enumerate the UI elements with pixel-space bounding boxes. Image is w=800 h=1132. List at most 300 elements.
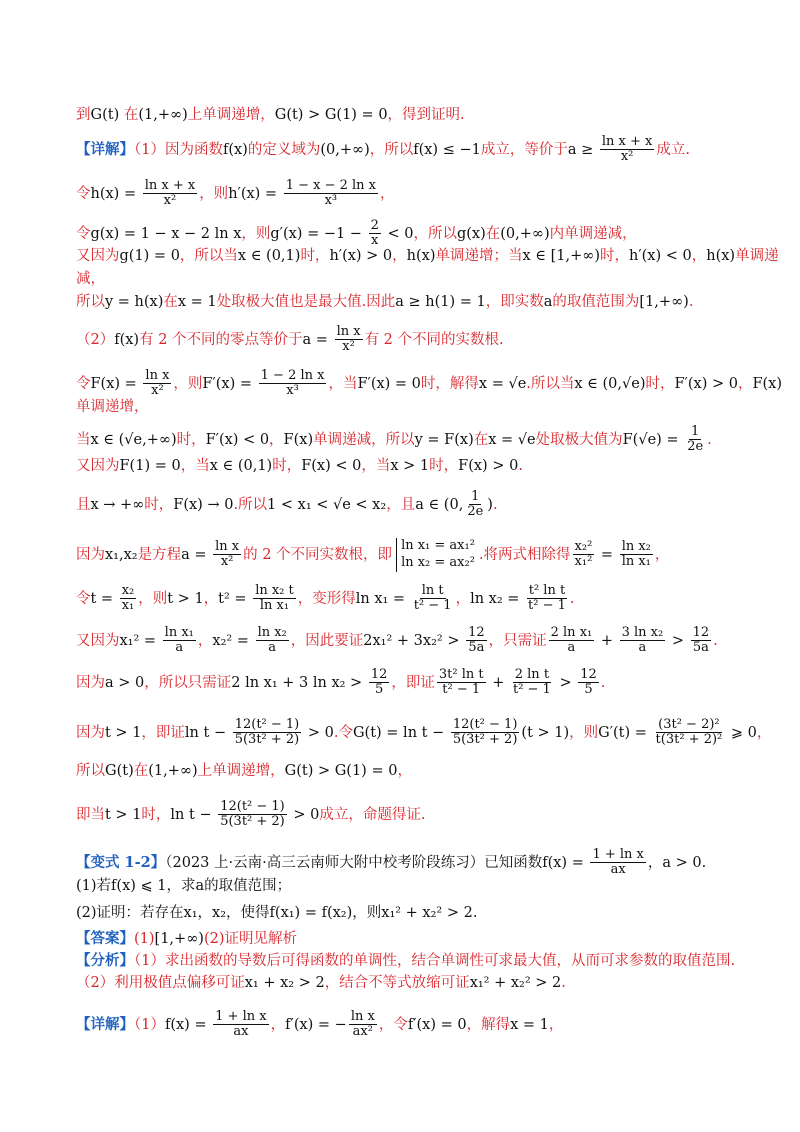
section-label: (2)证明：若存在 — [76, 905, 184, 921]
text-run: ， — [269, 431, 284, 448]
text-run: ，只需证 — [488, 632, 547, 649]
text-run: 令 — [76, 590, 91, 607]
fraction-denominator: ax² — [352, 1024, 373, 1040]
fraction-numerator: 1 − x − 2 ln x — [285, 178, 377, 193]
fraction — [259, 369, 327, 399]
fraction-denominator: t² − 1 — [512, 682, 551, 698]
section-label: 2 ln x₁ + 3 ln x₂ > — [231, 674, 367, 691]
section-label: t > 1 — [105, 724, 142, 741]
section-label: G′(t) = — [598, 724, 652, 741]
text-line — [76, 875, 740, 897]
text-run: ，结合不等式放缩可证 — [324, 975, 470, 991]
section-label: ln x₂ = — [470, 590, 525, 607]
section-label: a — [195, 878, 205, 894]
fraction-denominator: x² — [342, 339, 355, 355]
fraction-denominator: ax — [610, 862, 626, 878]
section-label: a — [543, 294, 553, 310]
fraction-numerator: (3t² − 2)² — [658, 717, 720, 732]
text-line — [76, 800, 740, 830]
text-run: . — [569, 590, 575, 607]
section-label: > 0 — [288, 806, 320, 823]
text-line — [76, 179, 740, 209]
text-run: ，则 — [569, 724, 599, 741]
fraction-numerator: 12 — [692, 625, 710, 640]
fraction-numerator: 2 ln x₁ — [550, 625, 593, 640]
text-line — [76, 291, 740, 313]
fraction-numerator: ln x₂ — [257, 625, 287, 640]
fraction — [451, 718, 520, 748]
section-label: < 0 — [382, 225, 414, 242]
text-run: ，即实数 — [485, 294, 544, 310]
fraction-numerator: ln x + x — [601, 134, 653, 149]
fraction-denominator: a — [268, 640, 277, 656]
section-label: x > 1 — [390, 458, 430, 474]
fraction — [437, 668, 486, 698]
section-label: (1,+∞) — [148, 763, 198, 779]
section-label: ) — [487, 496, 493, 513]
section-label: F(√e) = — [622, 431, 684, 448]
fraction-denominator: 5a — [692, 640, 709, 656]
text-run: 又因为 — [76, 458, 120, 474]
text-line — [76, 626, 740, 656]
text-run: 内单调递减， — [549, 225, 637, 242]
text-run: .所以 — [233, 496, 268, 513]
section-label: x ∈ (0,√e) — [574, 375, 646, 392]
text-run: （1）求出函数的导数后可得函数的单调性，结合单调性可求最大值，从而可求参数的取值范围. — [134, 953, 736, 969]
text-run: (2)证明见解析 — [203, 931, 297, 947]
fraction — [590, 848, 645, 878]
fraction-numerator: 2 — [370, 218, 379, 233]
text-line — [76, 368, 782, 399]
section-label: F(x) — [752, 375, 782, 392]
fraction — [465, 490, 485, 520]
text-run: ， — [691, 248, 707, 264]
section-label: G(t) > G(1) = 0 — [284, 763, 398, 779]
fraction — [163, 626, 196, 656]
text-run: 是方程 — [137, 546, 182, 563]
text-run: 在 — [485, 225, 501, 242]
fraction-numerator: 3 ln x₂ — [621, 625, 664, 640]
text-line — [76, 584, 740, 614]
fraction-numerator: ln x₁ — [164, 625, 194, 640]
section-label: > — [667, 632, 689, 649]
section-label: f(x) ⩽ 1 — [111, 878, 167, 894]
section-label: x₁² + x₂² > 2 — [469, 975, 562, 991]
text-run: 因为 — [76, 546, 105, 563]
section-label: f(x) = — [164, 1016, 212, 1033]
text-run: ， — [203, 590, 219, 607]
text-run: ， — [392, 248, 407, 264]
text-run: 当 — [76, 431, 91, 448]
text-run: 单调递增；当 — [435, 248, 523, 264]
section-label: F(x) → 0 — [173, 496, 234, 513]
section-label: x ∈ [1,+∞) — [522, 248, 601, 264]
fraction — [218, 800, 287, 830]
section-label: ， — [197, 905, 213, 921]
text-run: .将两式相除得 — [478, 546, 571, 563]
fraction-numerator: x₂ — [121, 583, 135, 598]
text-run: 在 — [163, 294, 178, 310]
fraction-denominator: ln x₁ — [621, 554, 651, 570]
text-run: ， — [197, 632, 213, 649]
section-label: F(x) > 0 — [458, 458, 519, 474]
section-label: 【答案】 — [76, 930, 134, 947]
text-run: ，得到证明. — [387, 107, 465, 123]
text-run: 在 — [133, 763, 149, 779]
section-label: ，求 — [166, 878, 196, 894]
text-run: ，令 — [378, 1016, 408, 1033]
section-label: x ∈ (√e,+∞) — [90, 431, 177, 448]
section-label: F′(x) < 0 — [205, 431, 270, 448]
fraction-numerator: 12 — [468, 625, 485, 640]
section-label: x ∈ (0,1) — [237, 248, 301, 264]
text-run: ，当 — [180, 458, 210, 474]
text-line — [76, 717, 772, 748]
section-label: = — [596, 546, 618, 563]
fraction-denominator: a — [638, 640, 647, 656]
text-line — [76, 538, 740, 572]
text-run: ， — [397, 763, 412, 779]
section-label: 2x₁² + 3x₂² > — [363, 632, 465, 649]
text-run: ， — [654, 546, 670, 563]
text-run: （2） — [76, 331, 115, 348]
section-label: x = √e — [488, 431, 536, 448]
fraction-numerator: 2 ln t — [514, 667, 550, 682]
fraction-denominator: x² — [220, 554, 234, 570]
text-run: 所以 — [76, 763, 105, 779]
text-run: ，当 — [361, 458, 391, 474]
text-run: 在 — [473, 431, 489, 448]
section-label: f(x) — [222, 141, 248, 158]
text-run: （1）因为函数 — [134, 141, 223, 158]
section-label: 0, — [449, 496, 464, 513]
text-run: ，所以只需证 — [144, 674, 232, 691]
text-run: . — [561, 975, 566, 991]
text-line — [76, 396, 740, 418]
fraction — [654, 718, 725, 748]
section-label: x₁² + x₂² > 2 — [381, 905, 473, 921]
fraction-numerator: ln x₂ t — [255, 583, 294, 598]
fraction — [620, 626, 666, 656]
section-label: t² = — [218, 590, 252, 607]
text-run: 因为 — [76, 674, 105, 691]
fraction-denominator: x³ — [286, 383, 299, 399]
fraction-numerator: t² ln t — [528, 583, 566, 598]
section-label: ， — [647, 854, 663, 871]
fraction-denominator: x² — [151, 383, 164, 399]
fraction-denominator: 5(3t² + 2) — [220, 814, 285, 830]
text-run: ，解得 — [466, 1016, 511, 1033]
text-run: ，变形得 — [297, 590, 356, 607]
text-line — [76, 902, 740, 924]
section-label: . — [472, 905, 478, 921]
fraction-numerator: 1 + ln x — [592, 847, 644, 862]
fraction-denominator: 5(3t² + 2) — [234, 732, 300, 748]
section-label: x₁,x₂ — [105, 546, 138, 563]
section-label: (0,+∞) — [500, 225, 550, 242]
fraction-denominator: x₁ — [121, 598, 135, 614]
text-run: 时， — [144, 496, 174, 513]
fraction-numerator: ln x₂ — [621, 539, 651, 555]
fraction-numerator: ln x — [145, 368, 170, 383]
text-line — [76, 848, 740, 878]
section-label: ⩾ 0 — [726, 724, 757, 741]
section-label: x = 1 — [177, 294, 217, 310]
fraction — [213, 540, 241, 570]
section-label: G(t) = ln t − — [352, 724, 449, 741]
section-label: x₁² = — [119, 632, 161, 649]
text-line — [76, 760, 740, 782]
section-label: > — [554, 674, 577, 691]
text-line — [76, 490, 740, 520]
text-run: 又因为 — [76, 248, 120, 264]
section-label: h(x) — [406, 248, 436, 264]
text-line — [76, 268, 740, 290]
text-run: 因为 — [76, 724, 105, 741]
text-run: 成立. — [656, 141, 690, 158]
fraction — [120, 584, 137, 614]
section-label: t > 1 — [105, 806, 142, 823]
fraction — [143, 179, 197, 209]
fraction — [349, 1010, 377, 1040]
section-label: (1)若 — [76, 878, 112, 894]
fraction-denominator: x — [371, 233, 379, 249]
text-run: 到 — [76, 107, 91, 123]
fraction-denominator: 5a — [468, 640, 485, 656]
section-label: a = — [181, 546, 212, 563]
fraction — [549, 626, 595, 656]
fraction — [369, 668, 390, 698]
section-label: h′(x) > 0 — [329, 248, 393, 264]
fraction — [284, 179, 378, 209]
fraction-denominator: ax — [233, 1024, 249, 1040]
fraction-denominator: t² − 1 — [528, 598, 566, 614]
section-label: x ∈ (0,1) — [209, 458, 273, 474]
section-label: F′(x) > 0 — [674, 375, 738, 392]
section-label: g(x) — [456, 225, 486, 242]
section-label: f′(x) = − — [285, 1016, 347, 1033]
section-label: （2023 上·云南·高三云南师大附中校考阶段练习）已知函数 — [165, 854, 543, 871]
section-label: (t > 1) — [521, 724, 570, 741]
text-run: 单调递增， — [76, 399, 149, 415]
text-run: 时， — [272, 458, 302, 474]
fraction-denominator: x₁² — [574, 554, 593, 570]
section-label: f(x₁) = f(x₂) — [269, 905, 353, 921]
fraction-numerator: 12(t² − 1) — [234, 717, 300, 732]
fraction — [573, 540, 595, 570]
fraction — [335, 325, 363, 355]
section-label: t = — [90, 590, 118, 607]
fraction — [256, 626, 289, 656]
text-run: （1） — [134, 1016, 165, 1033]
fraction — [412, 584, 454, 614]
section-label: x = 1 — [510, 1016, 549, 1033]
text-line — [76, 972, 740, 994]
fraction-numerator: ln x + x — [144, 178, 196, 193]
fraction — [253, 584, 296, 614]
fraction-denominator: 5 — [584, 682, 593, 698]
text-run: 时，解得 — [420, 375, 479, 392]
text-run: ，即证 — [391, 674, 435, 691]
text-run: ，则 — [173, 375, 203, 392]
section-label: a ∈ — [415, 496, 444, 513]
fraction-denominator: 5 — [374, 682, 384, 698]
text-line — [76, 104, 740, 126]
section-label: x = √e — [478, 375, 527, 392]
text-run: 时， — [176, 431, 206, 448]
fraction-numerator: 1 — [691, 424, 700, 439]
text-run: ， — [270, 1016, 286, 1033]
equation-system — [396, 538, 475, 572]
section-label: ln t − — [170, 806, 217, 823]
section-label: F(1) = 0 — [119, 458, 181, 474]
text-run: ， — [737, 375, 753, 392]
text-line — [76, 1010, 740, 1040]
section-label: > 0 — [303, 724, 334, 741]
section-label: x₂² = — [212, 632, 254, 649]
text-line — [76, 425, 740, 455]
text-run: 即当 — [76, 806, 105, 823]
text-run: 又因为 — [76, 632, 120, 649]
section-label: 【详解】 — [76, 140, 134, 158]
text-run: . — [713, 632, 718, 649]
fraction-denominator: 2e — [687, 439, 704, 455]
fraction-numerator: 12 — [370, 667, 388, 682]
text-run: 所以 — [76, 294, 105, 310]
text-run: . — [600, 674, 606, 691]
text-run: ， — [548, 1016, 564, 1033]
text-run: ，即证 — [141, 724, 185, 741]
section-label: f(x) — [114, 331, 140, 348]
fraction-denominator: t(3t² + 2)² — [655, 732, 723, 748]
fraction-numerator: 1 − 2 ln x — [260, 368, 325, 383]
equation-row: ln x₁ = ax₁² — [401, 538, 475, 553]
text-run: 令 — [76, 225, 91, 242]
section-label: g′(x) = −1 − — [270, 225, 367, 242]
section-label: 的取值范围； — [204, 878, 292, 894]
section-label: ln x₁ = — [355, 590, 410, 607]
text-run: 时， — [645, 375, 675, 392]
section-label: a = — [302, 331, 333, 348]
section-label: . — [701, 854, 707, 871]
section-label: + — [487, 674, 509, 691]
fraction-denominator: t² − 1 — [442, 682, 481, 698]
section-label: (0,+∞) — [320, 141, 370, 158]
fraction-denominator: ln x₁ — [259, 598, 290, 614]
text-run: ， — [380, 185, 395, 202]
equation-row: ln x₂ = ax₂² — [401, 554, 475, 570]
text-line — [76, 455, 740, 477]
section-label: a > 0 — [105, 674, 145, 691]
section-label: F(x) < 0 — [301, 458, 362, 474]
section-label: [1,+∞) — [154, 931, 204, 947]
section-label: f(x) ≤ −1 — [413, 141, 481, 158]
text-run: 的取值范围为 — [552, 294, 640, 310]
section-label: x₁ — [183, 905, 198, 921]
fraction — [620, 540, 653, 570]
section-label: ln t − — [184, 724, 231, 741]
section-label: h(x) = — [90, 185, 141, 202]
section-label: F(x) — [283, 431, 314, 448]
text-run: ，则 — [138, 590, 168, 607]
text-run: 有 2 个不同的零点等价于 — [139, 331, 303, 348]
fraction-numerator: ln t — [421, 583, 444, 598]
section-label: y = h(x) — [105, 294, 164, 310]
fraction-numerator: 12(t² − 1) — [452, 717, 518, 732]
fraction-numerator: x₂² — [574, 539, 593, 555]
section-label: h(x) — [706, 248, 736, 264]
section-label: t > 1 — [167, 590, 204, 607]
fraction-numerator: ln x — [350, 1009, 375, 1024]
text-run: ， — [756, 724, 772, 741]
text-run: 处取极大值也是最大值.因此 — [216, 294, 396, 310]
text-run: ，所以 — [413, 225, 457, 242]
text-run: 且 — [76, 496, 91, 513]
fraction-denominator: x³ — [324, 193, 338, 209]
fraction-numerator: ln x — [215, 539, 240, 555]
text-run: （2）利用极值点偏移可证 — [76, 975, 245, 991]
section-label: x → +∞ — [90, 496, 145, 513]
text-run: 成立，等价于 — [480, 141, 568, 158]
text-run: (1) — [134, 931, 155, 947]
text-run: . — [688, 294, 694, 310]
section-label: (1,+∞) — [138, 107, 188, 123]
fraction — [466, 626, 487, 656]
fraction-denominator: t² − 1 — [413, 598, 452, 614]
text-run: ，因此要证 — [290, 632, 364, 649]
fraction-denominator: x² — [620, 149, 634, 165]
text-run: ，则 — [241, 225, 271, 242]
fraction — [526, 584, 568, 614]
text-run: 单调递减，所以 — [313, 431, 415, 448]
text-run: ， — [455, 590, 471, 607]
text-run: 在 — [119, 107, 139, 123]
text-run: 减， — [76, 271, 105, 287]
text-run: ，且 — [386, 496, 416, 513]
section-label: h′(x) = — [228, 185, 282, 202]
section-label: 1 < x₁ < √e < x₂ — [267, 496, 387, 513]
section-label: 【变式 1-2】 — [76, 853, 166, 871]
section-label: a > 0 — [662, 854, 702, 871]
text-run: 的定义域为 — [247, 141, 321, 158]
text-run: .令 — [333, 724, 353, 741]
text-line — [76, 245, 779, 267]
text-run: 有 2 个不同的实数根. — [364, 331, 504, 348]
section-label: F′(x) = — [202, 375, 257, 392]
text-run: 时， — [300, 248, 330, 264]
section-label: a ≥ — [567, 141, 598, 158]
section-label: G(t) > G(1) = 0 — [274, 107, 388, 123]
text-run: 处取极大值为 — [535, 431, 623, 448]
fraction-denominator: a — [175, 640, 184, 656]
section-label: f′(x) = 0 — [407, 1016, 467, 1033]
fraction — [685, 425, 705, 455]
fraction-numerator: 1 + ln x — [215, 1009, 267, 1024]
fraction — [511, 668, 553, 698]
section-label: 【详解】 — [76, 1015, 134, 1033]
section-label: [1,+∞) — [639, 294, 689, 310]
text-run: ，所以当 — [179, 248, 238, 264]
fraction-numerator: 12 — [580, 667, 597, 682]
fraction — [213, 1010, 268, 1040]
fraction — [691, 626, 712, 656]
text-run: 令 — [76, 375, 91, 392]
section-label: ，则 — [352, 905, 382, 921]
text-run: ，则 — [199, 185, 229, 202]
text-run: 时， — [600, 248, 630, 264]
text-run: ，所以 — [369, 141, 414, 158]
text-run: . — [518, 458, 523, 474]
